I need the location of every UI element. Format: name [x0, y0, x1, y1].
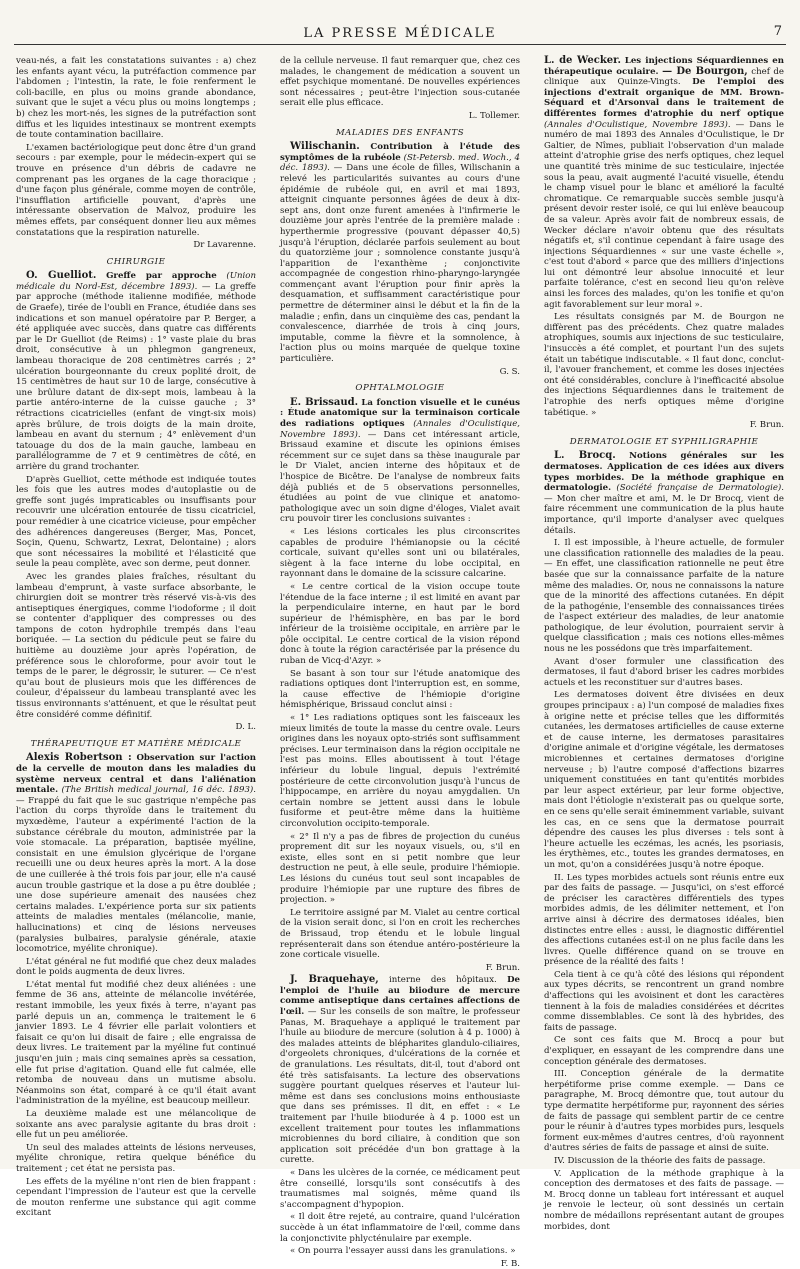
running-header — [14, 24, 786, 45]
article-title: Greffe par approche — [106, 271, 217, 282]
paragraph: de la cellule nerveuse. Il faut remarquer que, chez ces malades, le changement de médication a souvent un effet psychique momentané. De nouvelles expériences sont nécessaires ; peut-être l'injection sous-cutanée serait elle plus efficace. — [280, 56, 520, 109]
article-text: — Sur les conseils de son maître, le professeur Panas, M. Braquehaye a appliqué le traitement par l'huile au biiodure de mercure (solution à 4 p. 1000) à des malades atteints de blépharites glandulo-ciliaires, d'orgeolets chroniques, d'ulcérations de la cornée et de granulations. Les résultats, dit-il, tout d'abord ont été très satisfaisants. La lecture des observations suggère pourtant quelques réserves et l'auteur lui-même est dans ses conclusions moins enthousiaste que dans ses prémisses. Il dit, en effet : « Le traitement par l'huile biiodurée à 4 p. 1000 est un excellent traitement pour toutes les inflammations microbiennes du bord ciliaire, à condition que son application soit précédée d'un bon grattage à la curette. — [280, 1007, 521, 1166]
signature: F. B. — [500, 1258, 520, 1269]
article-source: (Union médicale du Nord-Est, décembre 1893). — [16, 271, 256, 292]
paragraph: II. Les types morbides actuels sont réunis entre eux par des faits de passage. — Jusqu'ici, on s'est efforcé de préciser les caractères différentiels des types morbides admis, de les délimiter nettement, et l'on arrive ainsi à décrire des dermatoses idéales, bien distinctes entre elles : aussi, le diagnostic différentiel des affections cutanées est-il on ne plus facile dans les livres. Quelle différence quand on se trouve en présence de la réalité des faits ! — [544, 872, 784, 968]
article-author-role: chef de clinique aux Quinze-Vingts. — [544, 66, 784, 88]
article-title: De l'emploi de l'huile au biiodure de mercure comme antiseptique dans certaines affections de l'œil. — [280, 975, 521, 1018]
paragraph: « Les lésions corticales les plus circonscrites capables de produire l'hémianopsie ou la cécité corticale, suivant qu'elles sont uni ou bilatérales, siègent à la face interne du lobe occipital, en rayonnant dans le domaine de la scissure calcarine. — [280, 526, 520, 580]
article-title: Observation sur l'action de la cervelle de mouton dans les maladies du système nerveux central et dans l'aliénation mentale. — [16, 753, 257, 796]
article-author: E. Brissaud. — [290, 396, 359, 408]
paragraph: L'état général ne fut modifié que chez deux malades dont le poids augmenta de deux livres. — [16, 956, 256, 978]
article — [544, 56, 784, 310]
article-author-role: interne des hôpitaux. — [389, 975, 497, 986]
paragraph: Le territoire assigné par M. Vialet au centre cortical de la vision serait donc, si l'on en croit les recherches de Brissaud, trop étendu et le lobule lingual représenterait dans son étendue antéro-postérieure la zone corticale visuelle. — [280, 907, 520, 961]
article-source: (St-Petersb. med. Woch., 4 déc. 1893). — [280, 152, 520, 174]
article-author: — De Bourgon, — [662, 65, 748, 77]
paragraph: Un seul des malades atteints de lésions nerveuses, myélite chronique, retira quelque bénéfice du traitement ; cet état ne persista pas. — [16, 1142, 256, 1174]
section-heading: CHIRURGIE — [106, 256, 166, 267]
section-heading: OPHTALMOLOGIE — [355, 383, 445, 394]
section-heading: DERMATOLOGIE ET SYPHILIGRAPHIE — [569, 436, 759, 447]
article-source: (Société française de Dermatologie). — [616, 483, 784, 494]
article-author: Alexis Robertson : — [26, 752, 132, 764]
article-title: La fonction visuelle et le cunéus : Étude anatomique sur la terminaison corticale des radiations optiques — [280, 397, 520, 429]
article-text: — Dans le numéro de mai 1893 des Annales d'Oculistique, le Dr Galtier, de Nîmes, publiait l'observation d'un malade atteint d'atrophie grise des nerfs optiques, chez lequel une quantité très minime de suc testiculaire, injectée sous la peau, avait augmenté l'acuité visuelle, étendu le champ visuel pour le blanc et amélioré la faculté chromatique. Ce remarquable succès semble jusqu'à présent devoir rester isolé, ce qui lui enlève beaucoup de sa valeur. Après avoir fait de nombreux essais, de Wecker déclare n'avoir obtenu que des résultats négatifs et, s'il continue cependant à faire usage des injections Séquardiennes « sur une vaste échelle », c'est tout d'abord « parce que des milliers d'injections lui ont démontré leur absolue innocuité et leur parfaite tolérance, c'est en second lieu qu'on relève ainsi les forces des malades, qu'on les tonifie et qu'on agit favorablement sur leur moral ». — [544, 119, 784, 310]
paragraph: « Dans les ulcères de la cornée, ce médicament peut être conseillé, lorsqu'ils sont consécutifs à des traumatismes mal soignés, même quand ils s'accompagnent d'hypopion. — [280, 1167, 520, 1210]
article-text: — Dans une école de filles, Wilischanin a relevé les particularités suivantes au cours d'une épidémie de rubéole qui, en avril et mai 1893, atteignit cinquante personnes âgées de deux à dix-sept ans, dont onze furent amenées à l'infirmerie le douzième jour après l'entrée de la première malade : hyperthermie progressive (pouvant dépasser 40,5) jusqu'à l'éruption, déclarée parfois seulement au bout du quatorzième jour ; somnolence constante jusqu'à l'apparition de l'exanthème ; conjonctivite accompagnée de congestion rhino-pharyngo-laryngée commençant avant l'éruption pour finir après la desquamation, et suffisamment caractéristique pour permettre de déterminer ainsi le début et la fin de la maladie ; enfin, dans un cinquième des cas, pendant la convalescence, diarrhée de trois à cinq jours, imputable, comme la fièvre et la somnolence, à l'action plus ou moins marquée de quelque toxine particulière. — [280, 163, 521, 365]
paragraph: D'après Guelliot, cette méthode est indiquée toutes les fois que les autres modes d'autoplastie ou de greffe sont jugés impraticables ou insuffisants pour recouvrir une ulcération entourée de tissu cicatriciel, pour remédier à une cicatrice vicieuse, pour empêcher des adhérences dangereuses (Berger, Mas, Poncet, Soçin, Quenu, Schwartz, Lexrat, Delontaine) ; alors que sont nécessaires la mobilité et l'élasticité que seule la peau complète, avec son derme, peut donner. — [16, 474, 256, 570]
article-title: Contribution à l'étude des symptômes de la rubéole — [280, 142, 520, 163]
article-title: Les injections Séquardiennes en thérapeutique oculaire. — [544, 56, 785, 77]
signature: F. Brun. — [749, 420, 784, 431]
column-2 — [280, 56, 521, 1269]
paragraph: « On pourra l'essayer aussi dans les granulations. » — [290, 1246, 516, 1257]
signature: Dr Lavarenne. — [193, 240, 256, 251]
page-number: 7 — [773, 24, 782, 39]
section-heading: THÉRAPEUTIQUE ET MATIÈRE MÉDICALE — [30, 738, 242, 749]
article — [16, 271, 256, 472]
paragraph: Avec les grandes plaies fraîches, résultant du lambeau d'emprunt, à vaste surface absorbante, le chirurgien doit se montrer très réservé vis-à-vis des antiseptiques énergiques, comme l'iodoforme ; il doit se contenter d'appliquer des compresses ou des tampons de coton hydrophile trempés dans l'eau boriquée. — La section du pédicule peut se faire du huitième au douzième jour après l'opération, de préférence sous le chloroforme, pour avoir tout le temps de le parer, le dégrossir, le suturer. — Ce n'est qu'au bout de plusieurs mois que les différences de couleur, d'épaisseur du lambeau transplanté avec les tissus environnants s'atténuent, et que le résultat peut être considéré comme définitif. — [16, 571, 256, 720]
paragraph: « 2° Il n'y a pas de fibres de projection du cunéus proprement dit sur les noyaux visuels, ou, s'il en existe, elles sont en si petit nombre que leur destruction ne peut, à elle seule, produire l'hémiopie. Les lésions du cunéus tout seul sont incapables de produire l'hémiopie par une rupture des fibres de projection. » — [280, 831, 520, 906]
article — [544, 451, 784, 536]
paragraph: « Le centre cortical de la vision occupe toute l'étendue de la face interne ; il est limité en avant par la perpendiculaire interne, en haut par le bord supérieur de l'hémisphère, en bas par le bord inférieur de la troisième occipitale, en arrière par le pôle occipital. Le centre cortical de la vision répond donc à toute la région caractérisée par la présence du ruban de Vicq-d'Azyr. » — [280, 581, 520, 667]
article-author: O. Guelliot. — [26, 270, 97, 282]
article — [16, 753, 256, 954]
paragraph: L'examen bactériologique peut donc être d'un grand secours : par exemple, pour le médecin-expert qui se trouve en présence d'un débris de cadavre ne comprenant pas les organes de la cage thoracique ; d'une façon plus générale, comme moyen de contrôle, l'insufflation artificielle pouvant, d'après une intéressante observation de Malvoz, produire les mêmes effets, par conséquent donner lieu aux mêmes constatations que la respiration naturelle. — [16, 142, 256, 238]
paragraph: Cela tient à ce qu'à côté des lésions qui répondent aux types décrits, se rencontrent un grand nombre d'affections qui les avoisinent et dont les caractères tiennent à la fois de maladies considérées et décrites comme dissemblables. Ce sont là des hybrides, des faits de passage. — [544, 969, 784, 1033]
signature: G. S. — [499, 366, 520, 377]
article — [280, 142, 520, 364]
paragraph: IV. Discussion de la théorie des faits de passage. — [554, 1155, 766, 1166]
paragraph: III. Conception générale de la dermatite herpétiforme prise comme exemple. — Dans ce paragraphe, M. Brocq démontre que, tout autour du type dermatite herpétiforme pur, rayonnent des séries de faits de passage qui semblent partir de ce centre pour le réunir à d'autres types morbides purs, lesquels forment eux-mêmes d'autres centres, d'où rayonnent d'autres séries de faits de passage et ainsi de suite. — [544, 1069, 784, 1154]
article-title: Notions générales sur les dermatoses. Application de ces idées aux divers types morbides. De la méthode graphique en dermatologie. — [544, 451, 784, 494]
article-text: — Dans cet intéressant article, Brissaud examine et discute les opinions émises récemment sur ce sujet dans sa thèse inaugurale par le Dr Vialet, ancien interne des hôpitaux et de l'hospice de Bicêtre. De l'analyse de nombreux faits déjà publiés et de 5 observations personnelles, étudiées au point de vue clinique et anatomo-pathologique avec un soin digne d'éloges, Vialet avait cru pouvoir tirer les conclusions suivantes : — [280, 429, 521, 525]
article-text: — Frappé du fait que le suc gastrique n'empêche pas l'action du corps thyroïde dans le traitement du myxœdème, l'auteur a expérimenté l'action de la substance cérébrale du mouton, administrée par la voie stomacale. La préparation, baptisée myéline, consistait en une émulsion glycérique de l'organe recueilli une ou deux heures après la mort. A la dose de une cuillerée à thé trois fois par jour, elle n'a causé aucun trouble gastrique et la dose a pu être doublée ; une dose supérieure amenait des nausées chez certains malades. L'expérience porta sur six patients atteints de maladies mentales (mélancolie, manie, hallucinations) et cinq de lésions nerveuses (paralysies bulbaires, paralysie générale, ataxie locomotrice, myélite chronique). — [16, 795, 256, 955]
article-text: — La greffe par approche (méthode italienne modifiée, méthode de Graefe), tirée de l'oubli en France, étudiée dans ses indications et son manuel opératoire par P. Berger, a été appliquée avec succès, dans quatre cas différents par le Dr Guelliot (de Reims) : 1° vaste plaie du bras droit, consécutive à un phlegmon gangreneux, lambeau thoracique de 208 centimètres carrés ; 2° ulcération bourgeonnante du creux poplité droit, de 15 centimètres de haut sur 10 de large, consécutive à une brûlure datant de dix-sept mois, lambeau à la partie antéro-interne de la cuisse gauche ; 3° rétractions cicatricielles (enfant de vingt-six mois) après brûlure, de trois doigts de la main droite, lambeau en avant du sternum ; 4° enlèvement d'un tatouage du dos de la main gauche, lambeau en parallélogramme de 7 et 9 centimètres de côté, en arrière du grand trochanter. — [16, 281, 257, 472]
article-title: De l'emploi des injections d'extrait organique de MM. Brown-Séquard et d'Arsonval dans le traitement de différentes formes d'atrophie du nerf optique — [544, 77, 785, 119]
paragraph: veau-nés, a fait les constatations suivantes : a) chez les enfants ayant vécu, la putréfaction commence par l'abdomen ; l'intestin, la rate, le foie renferment le coli-bacille, en plus ou moins grande abondance, suivant que le sujet a vécu plus ou moins longtemps ; b) chez les mort-nés, les signes de la putréfaction sont diffus et les liquides intestinaux se montrent exempts de toute contamination bacillaire. — [16, 56, 256, 141]
column-1 — [16, 56, 257, 1219]
article-author: L. de Wecker. — [544, 55, 621, 66]
paragraph: Les effets de la myéline n'ont rien de bien frappant : cependant l'impression de l'auteur est que la cervelle de mouton renferme une substance qui agit comme excitant — [16, 1176, 256, 1219]
article-author: L. Brocq. — [554, 450, 616, 462]
paragraph: V. Application de la méthode graphique à la conception des dermatoses et des faits de passage. — M. Brocq donne un tableau fort intéressant et auquel je renvoie le lecteur, où sont dessinés un certain nombre de médaillons représentant autant de groupes morbides, dont — [544, 1168, 784, 1232]
paragraph: Se basant à son tour sur l'étude anatomique des radiations optiques dont l'interruption est, en somme, la cause effective de l'hémiopie d'origine hémisphérique, Brissaud conclut ainsi : — [280, 668, 520, 711]
article-source: (Annales d'Oculistique, Novembre 1893). — [280, 419, 521, 440]
paragraph: Ce sont ces faits que M. Brocq a pour but d'expliquer, en essayant de les comprendre dans une conception générale des dermatoses. — [544, 1035, 784, 1067]
article-source: (Annales d'Oculistique, Novembre 1893). — [544, 119, 731, 130]
signature: F. Brun. — [485, 962, 520, 973]
article-author: J. Braquehaye, — [290, 974, 379, 986]
paragraph: I. Il est impossible, à l'heure actuelle, de formuler une classification rationnelle des maladies de la peau. — En effet, une classification rationnelle ne peut être basée que sur la connaissance parfaite de la nature même des maladies. Or, nous ne connaissons la nature que de la minorité des affections cutanées. En dépit de la pathogénie, l'ensemble des connaissances tirées de l'aspect extérieur des maladies, de leur anatomie pathologique, de leur évolution, pourraient servir à quelque classification ; mais ces notions elles-mêmes nous ne les possédons que très imparfaitement. — [544, 538, 784, 655]
paragraph: La deuxième malade est une mélancolique de soixante ans avec paralysie agitante du bras droit : elle fut un peu améliorée. — [16, 1109, 256, 1141]
article-text: — Mon cher maître et ami, M. le Dr Brocq, vient de faire récemment une communication de la plus haute importance, qu'il importe d'analyser avec quelques détails. — [544, 493, 784, 536]
signature: D. L. — [235, 722, 256, 733]
paragraph: « 1° Les radiations optiques sont les faisceaux les mieux limités de toute la masse du centre ovale. Leurs origines dans les noyaux opto-striés sont suffisamment précises. Leur terminaison dans la région occipitale ne l'est pas moins. Elles aboutissent à tout l'étage inférieur du lobule lingual, depuis l'extrémité postérieure de cette circonvolution jusqu'à l'uncus de l'hippocampe, en arrière du noyau amygdalien. Un certain nombre se jettent aussi dans le lobule fusiforme et peut-être même dans la huitième circonvolution occipito-temporale. — [280, 713, 520, 829]
article — [280, 975, 520, 1166]
article — [280, 398, 520, 525]
paragraph: « Il doit être rejeté, au contraire, quand l'ulcération succède à un état inflammatoire de l'œil, comme dans la conjonctivite phlycténulaire par exemple. — [280, 1212, 520, 1244]
section-heading: MALADIES DES ENFANTS — [335, 127, 465, 138]
journal-title: LA PRESSE MÉDICALE — [303, 26, 497, 41]
article-author: Wilischanin. — [290, 141, 360, 153]
paragraph: Avant d'oser formuler une classification des dermatoses, il faut d'abord briser les cadres morbides actuels et les reconstituer sur d'autres bases. — [544, 656, 784, 688]
paragraph: Les dermatoses doivent être divisées en deux groupes principaux : a) l'un composé de maladies fixes à origine nette et précise telles que les difformités cutanées, les dermatoses artificielles de cause externe et de cause interne, les dermatoses parasitaires d'origine animale et d'origine végétale, les dermatoses microbiennes et certaines dermatoses d'origine nerveuse ; b) l'autre composé d'affections bizarres uniquement constituées en tant qu'entités morbides par leur aspect extérieur, par leur forme objective, mais dont l'étiologie n'existerait pas ou quelque sorte, en ce sens qu'elle serait éminemment variable, suivant les cas, en ce sens que la dermatose pourrait dépendre des causes les plus diverses : tels sont à l'heure actuelle les eczémas, les acnés, les psoriasis, les érythèmes, etc., toutes les grandes dermatoses, en un mot, qu'on a considérées jusqu'à notre époque. — [544, 690, 784, 870]
signature: L. Tollemer. — [468, 110, 520, 121]
article-source: (The British medical journal, 16 déc. 1893). — [61, 785, 257, 796]
column-3 — [544, 55, 785, 1232]
paragraph: L'état mental fut modifié chez deux aliénées : une femme de 36 ans, atteinte de mélancolie invétérée, restant immobile, les yeux fixés à terre, n'ayant pas parlé depuis un an, commença le traitement le 6 janvier 1893. Le 4 février elle parlait volontiers et faisait ce qu'on lui disait de faire ; elle engraissa de deux livres. Le traitement par la myéline fut continué jusqu'en juin ; mais cinq semaines après sa cessation, elle fut prise d'agitation. Quand elle fut calmée, elle retomba de nouveau dans un mutisme absolu. Néanmoins son état, comparé à ce qu'il était avant l'administration de la myéline, est beaucoup meilleur. — [16, 979, 256, 1107]
paragraph: Les résultats consignés par M. de Bourgon ne diffèrent pas des précédents. Chez quatre malades atrophiques, soumis aux injections de suc testiculaire, l'insuccès a été complet, et pourtant l'un des sujets était un tabétique indiscutable. « Il faut donc, conclut-il, l'avouer franchement, et comme les doses injectées ont été considérables, conclure à l'inefficacité absolue des injections Séquardiennes dans le traitement de l'atrophie des nerfs optiques même d'origine tabétique. » — [544, 312, 784, 418]
